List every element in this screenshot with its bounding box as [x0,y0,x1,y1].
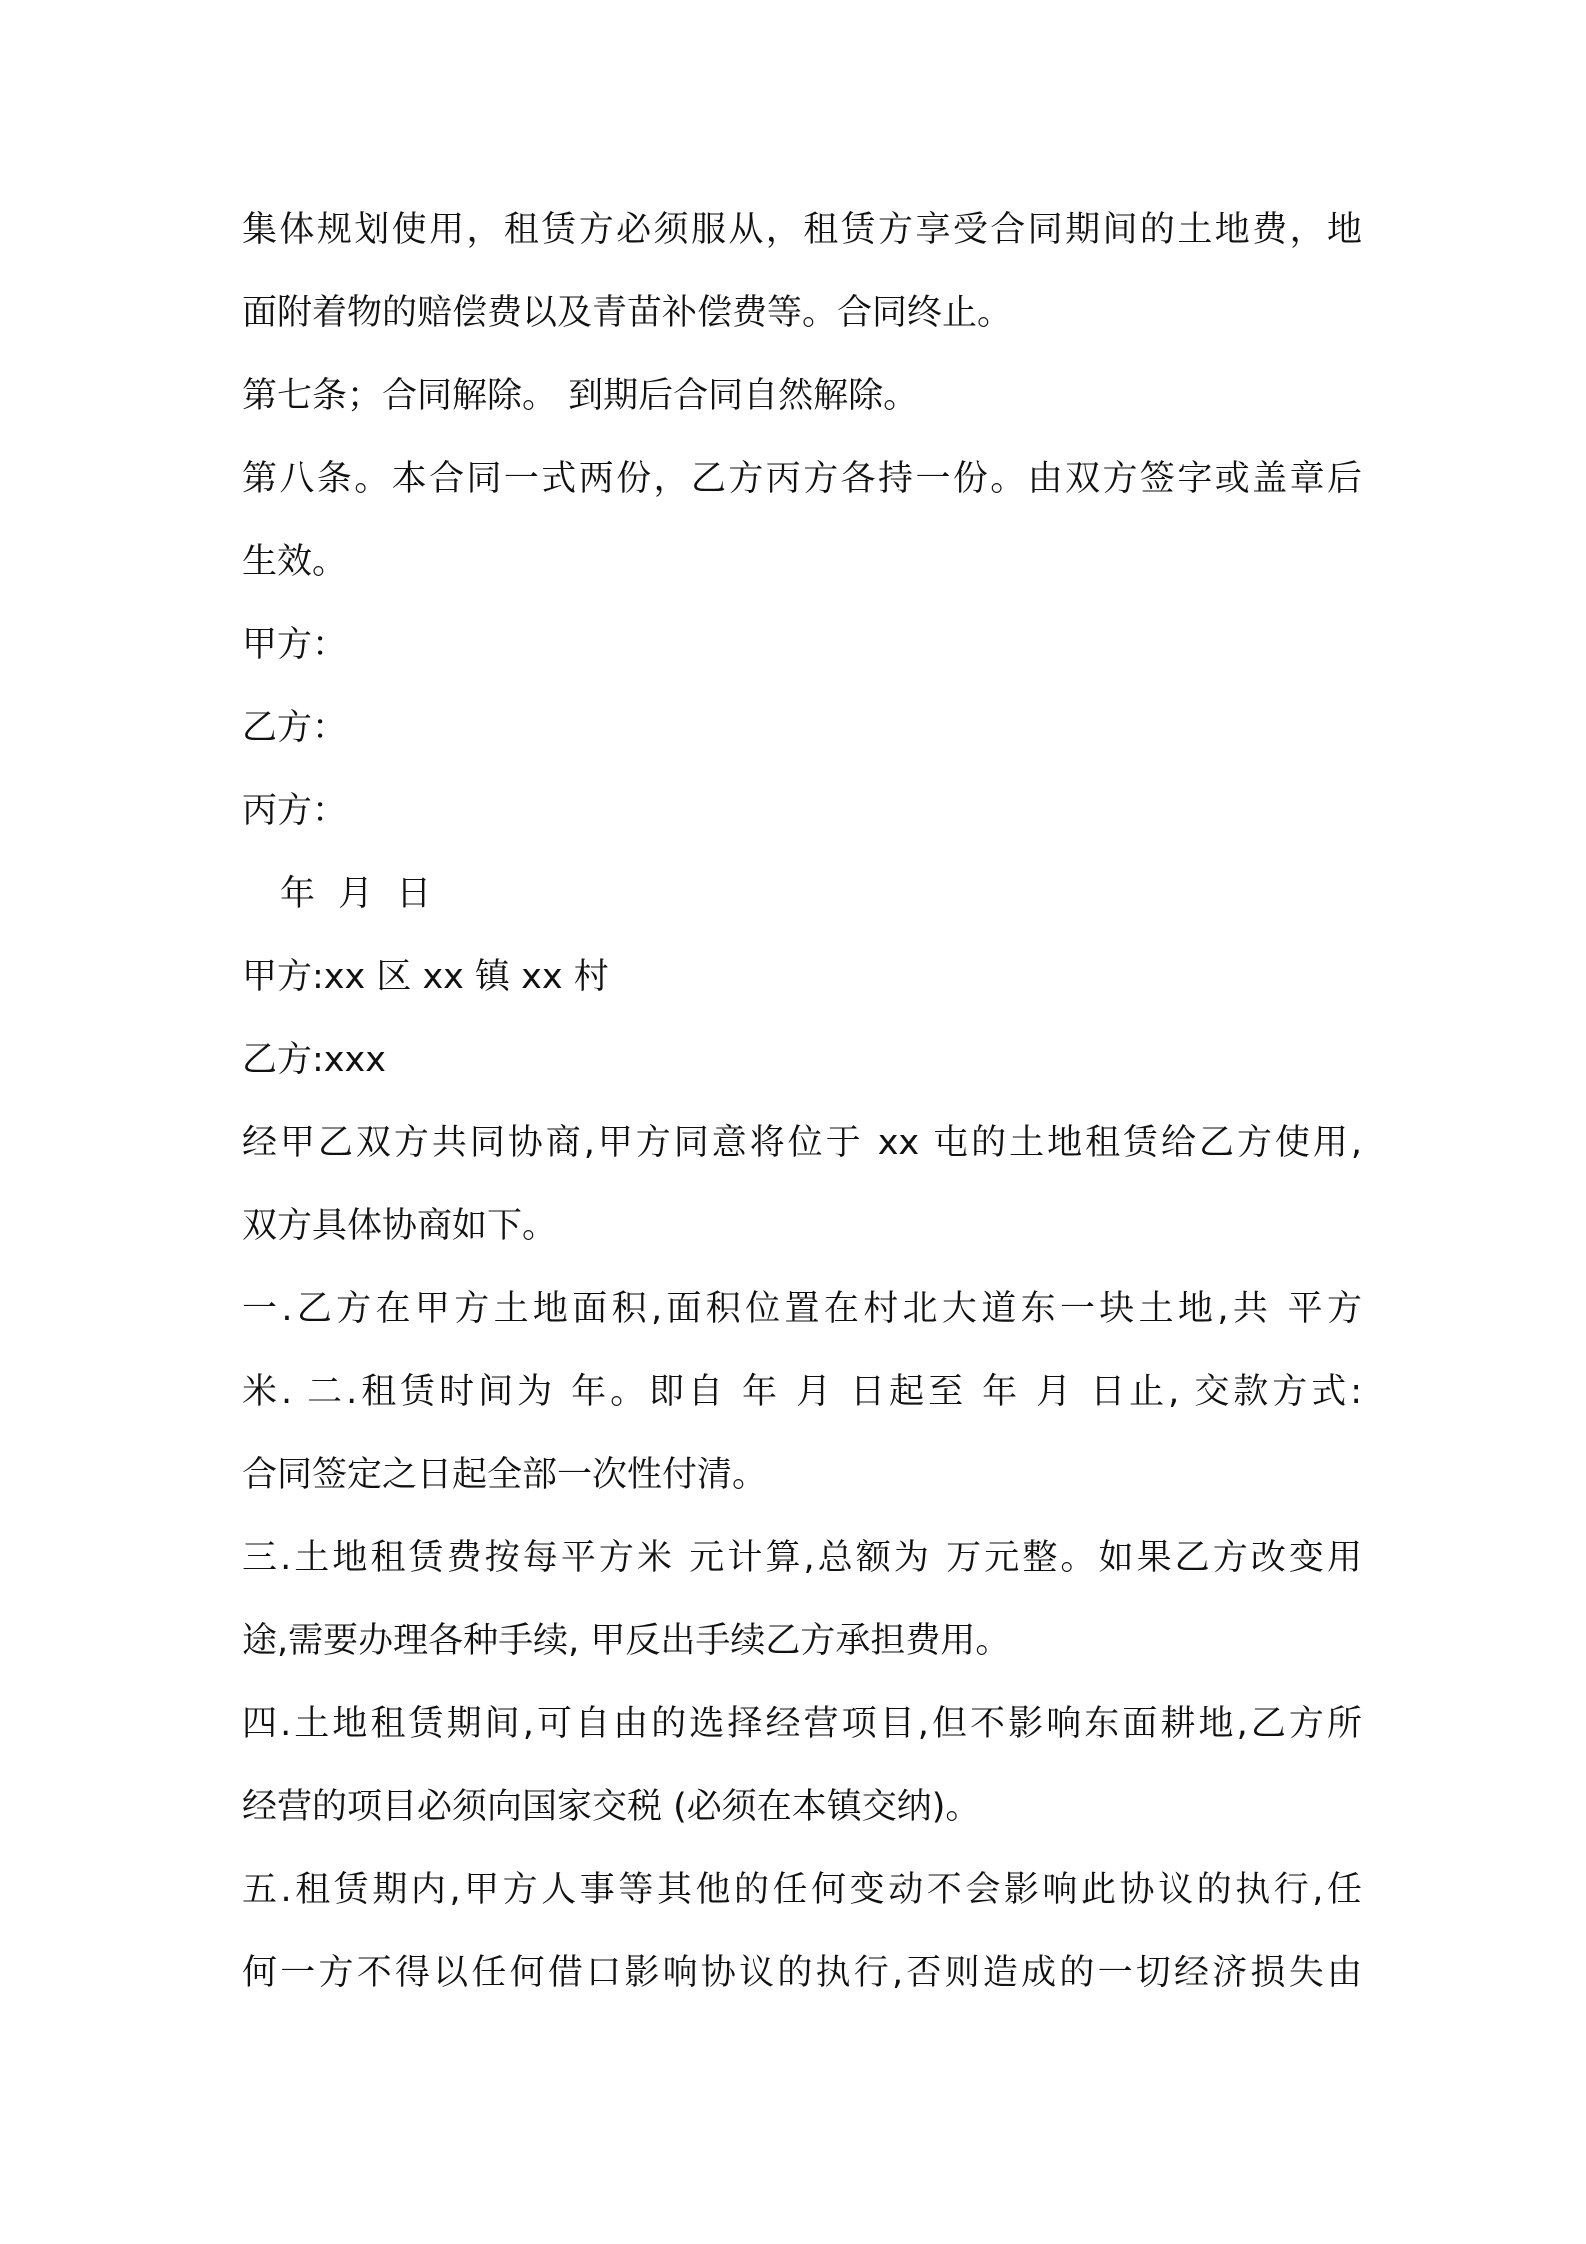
clause-line: 四.土地租赁期间,可自由的选择经营项目,但不影响东面耕地,乙方所 [242,1704,1362,1744]
text-line: 面附着物的赔偿费以及青苗补偿费等。合同终止。 [242,293,1013,333]
text-line: 经甲乙双方共同协商,甲方同意将位于 xx 屯的土地租赁给乙方使用, [242,1123,1362,1163]
party-b-line: 乙方:xxx [242,1040,386,1080]
text-line: 第八条。本合同一式两份，乙方丙方各持一份。由双方签字或盖章后 [242,459,1362,499]
text-line: 第七条；合同解除。 到期后合同自然解除。 [242,376,919,416]
clause-line: 合同签定之日起全部一次性付清。 [242,1455,768,1495]
party-c-signature-label: 丙方： [242,791,348,831]
text-line: 双方具体协商如下。 [242,1206,558,1246]
party-a-line: 甲方:xx 区 xx 镇 xx 村 [242,957,609,997]
clause-line: 一.乙方在甲方土地面积,面积位置在村北大道东一块土地,共 平方 [242,1289,1362,1329]
party-b-signature-label: 乙方： [242,708,348,748]
date-line: 年 月 日 [280,874,432,914]
party-a-signature-label: 甲方： [242,625,348,665]
clause-line: 米. 二.租赁时间为 年。即自 年 月 日起至 年 月 日止, 交款方式: [242,1372,1362,1412]
text-line: 生效。 [242,542,348,582]
clause-line: 途,需要办理各种手续, 甲反出手续乙方承担费用。 [242,1621,1011,1661]
clause-line: 五.租赁期内,甲方人事等其他的任何变动不会影响此协议的执行,任 [242,1870,1362,1910]
clause-line: 三.土地租赁费按每平方米 元计算,总额为 万元整。如果乙方改变用 [242,1538,1362,1578]
text-line: 集体规划使用，租赁方必须服从，租赁方享受合同期间的土地费，地 [242,210,1362,250]
clause-line: 何一方不得以任何借口影响协议的执行,否则造成的一切经济损失由 [242,1953,1362,1993]
clause-line: 经营的项目必须向国家交税 (必须在本镇交纳)。 [242,1787,981,1827]
